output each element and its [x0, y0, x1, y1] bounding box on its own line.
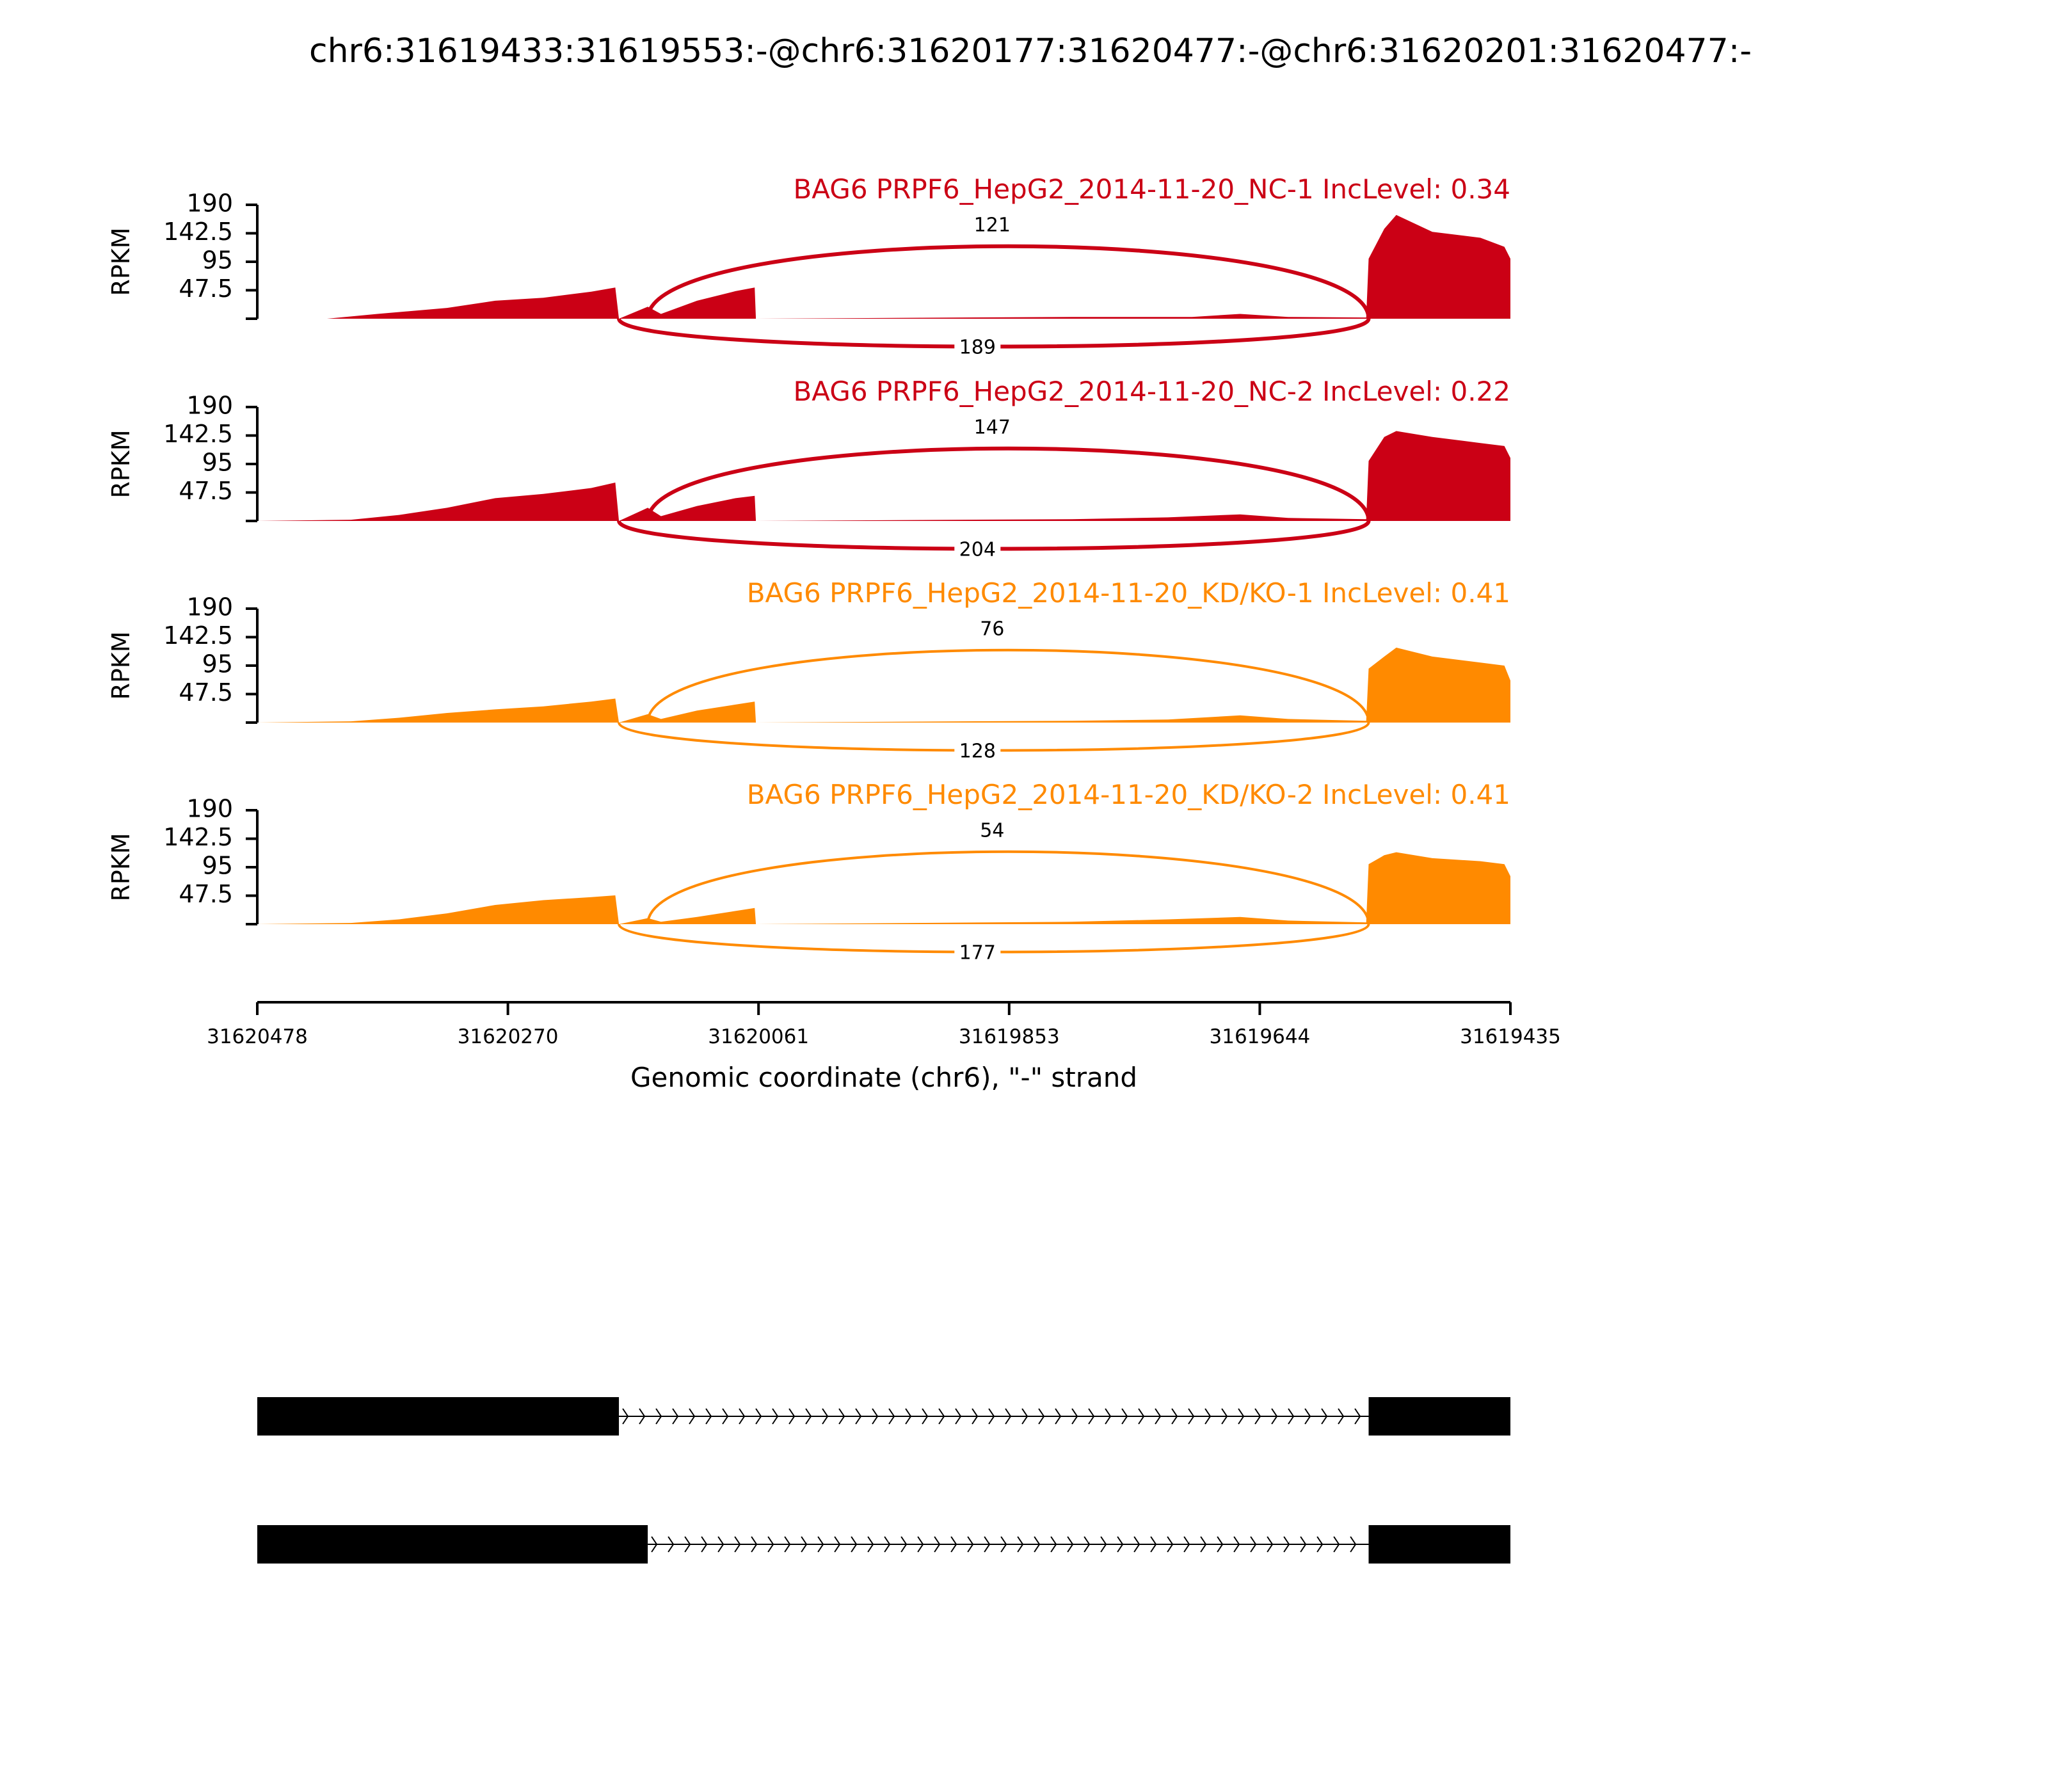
x-tick-label: 31619435: [1460, 1025, 1561, 1048]
inclusion-junction-arc: [648, 449, 1368, 521]
y-tick-label: 142.5: [163, 621, 233, 650]
coverage-area: [257, 215, 1510, 319]
y-tick-label: 190: [186, 593, 233, 621]
sample-panel-3: [107, 577, 1510, 764]
exon-block: [257, 1525, 648, 1564]
y-axis-label: RPKM: [107, 631, 135, 700]
sample-title: BAG6 PRPF6_HepG2_2014-11-20_NC-2 IncLevel: 0.22: [793, 376, 1510, 407]
y-tick-label: 190: [186, 189, 233, 218]
inclusion-junction-count: 54: [980, 819, 1005, 842]
skipping-junction-count: 177: [959, 941, 996, 964]
skipping-junction-count: 128: [959, 740, 996, 763]
y-axis-label: RPKM: [107, 227, 135, 296]
inclusion-junction-arc: [648, 246, 1368, 319]
x-tick-label: 31620270: [457, 1025, 559, 1048]
exon-block: [257, 1397, 619, 1436]
y-tick-label: 95: [202, 851, 233, 880]
coverage-panels: [107, 173, 1510, 965]
y-tick-label: 47.5: [179, 880, 233, 908]
inclusion-junction-arc: [648, 852, 1368, 924]
transcript-2: [257, 1525, 1510, 1564]
y-axis-label: RPKM: [107, 833, 135, 902]
x-tick-label: 31619644: [1209, 1025, 1311, 1048]
x-axis-label: Genomic coordinate (chr6), "-" strand: [630, 1062, 1138, 1093]
x-axis-ticks: [207, 1002, 1561, 1048]
inclusion-junction-count: 76: [980, 618, 1005, 641]
coverage-area: [257, 852, 1510, 924]
y-tick-label: 190: [186, 794, 233, 823]
gene-model: [257, 1397, 1510, 1564]
inclusion-junction-count: 147: [973, 416, 1011, 439]
y-tick-label: 47.5: [179, 678, 233, 707]
sample-panel-1: [107, 173, 1510, 360]
sample-title: BAG6 PRPF6_HepG2_2014-11-20_KD/KO-1 IncLevel: 0.41: [746, 577, 1510, 609]
skipping-junction-count: 189: [959, 336, 996, 359]
sample-title: BAG6 PRPF6_HepG2_2014-11-20_NC-1 IncLevel: 0.34: [793, 173, 1510, 205]
sample-panel-4: [107, 779, 1510, 965]
y-tick-label: 142.5: [163, 218, 233, 246]
exon-block: [1368, 1397, 1510, 1436]
skipping-junction-count: 204: [959, 538, 996, 561]
inclusion-junction-arc: [648, 650, 1368, 723]
sample-panel-2: [107, 376, 1510, 562]
y-tick-label: 142.5: [163, 420, 233, 448]
x-tick-label: 31620478: [207, 1025, 308, 1048]
exon-block: [1368, 1525, 1510, 1564]
inclusion-junction-count: 121: [973, 214, 1011, 237]
x-tick-label: 31620061: [708, 1025, 810, 1048]
y-tick-label: 95: [202, 650, 233, 678]
coverage-area: [257, 431, 1510, 522]
y-tick-label: 190: [186, 391, 233, 420]
sample-title: BAG6 PRPF6_HepG2_2014-11-20_KD/KO-2 IncLevel: 0.41: [746, 779, 1510, 810]
x-tick-label: 31619853: [958, 1025, 1060, 1048]
y-tick-label: 95: [202, 246, 233, 275]
y-tick-label: 47.5: [179, 477, 233, 505]
x-axis: [207, 1002, 1561, 1093]
y-tick-label: 47.5: [179, 275, 233, 303]
transcript-1: [257, 1397, 1510, 1436]
y-axis-label: RPKM: [107, 429, 135, 499]
y-tick-label: 142.5: [163, 823, 233, 851]
figure-title: chr6:31619433:31619553:-@chr6:31620177:31620477:-@chr6:31620201:31620477:-: [308, 32, 1752, 70]
y-tick-label: 95: [202, 448, 233, 477]
